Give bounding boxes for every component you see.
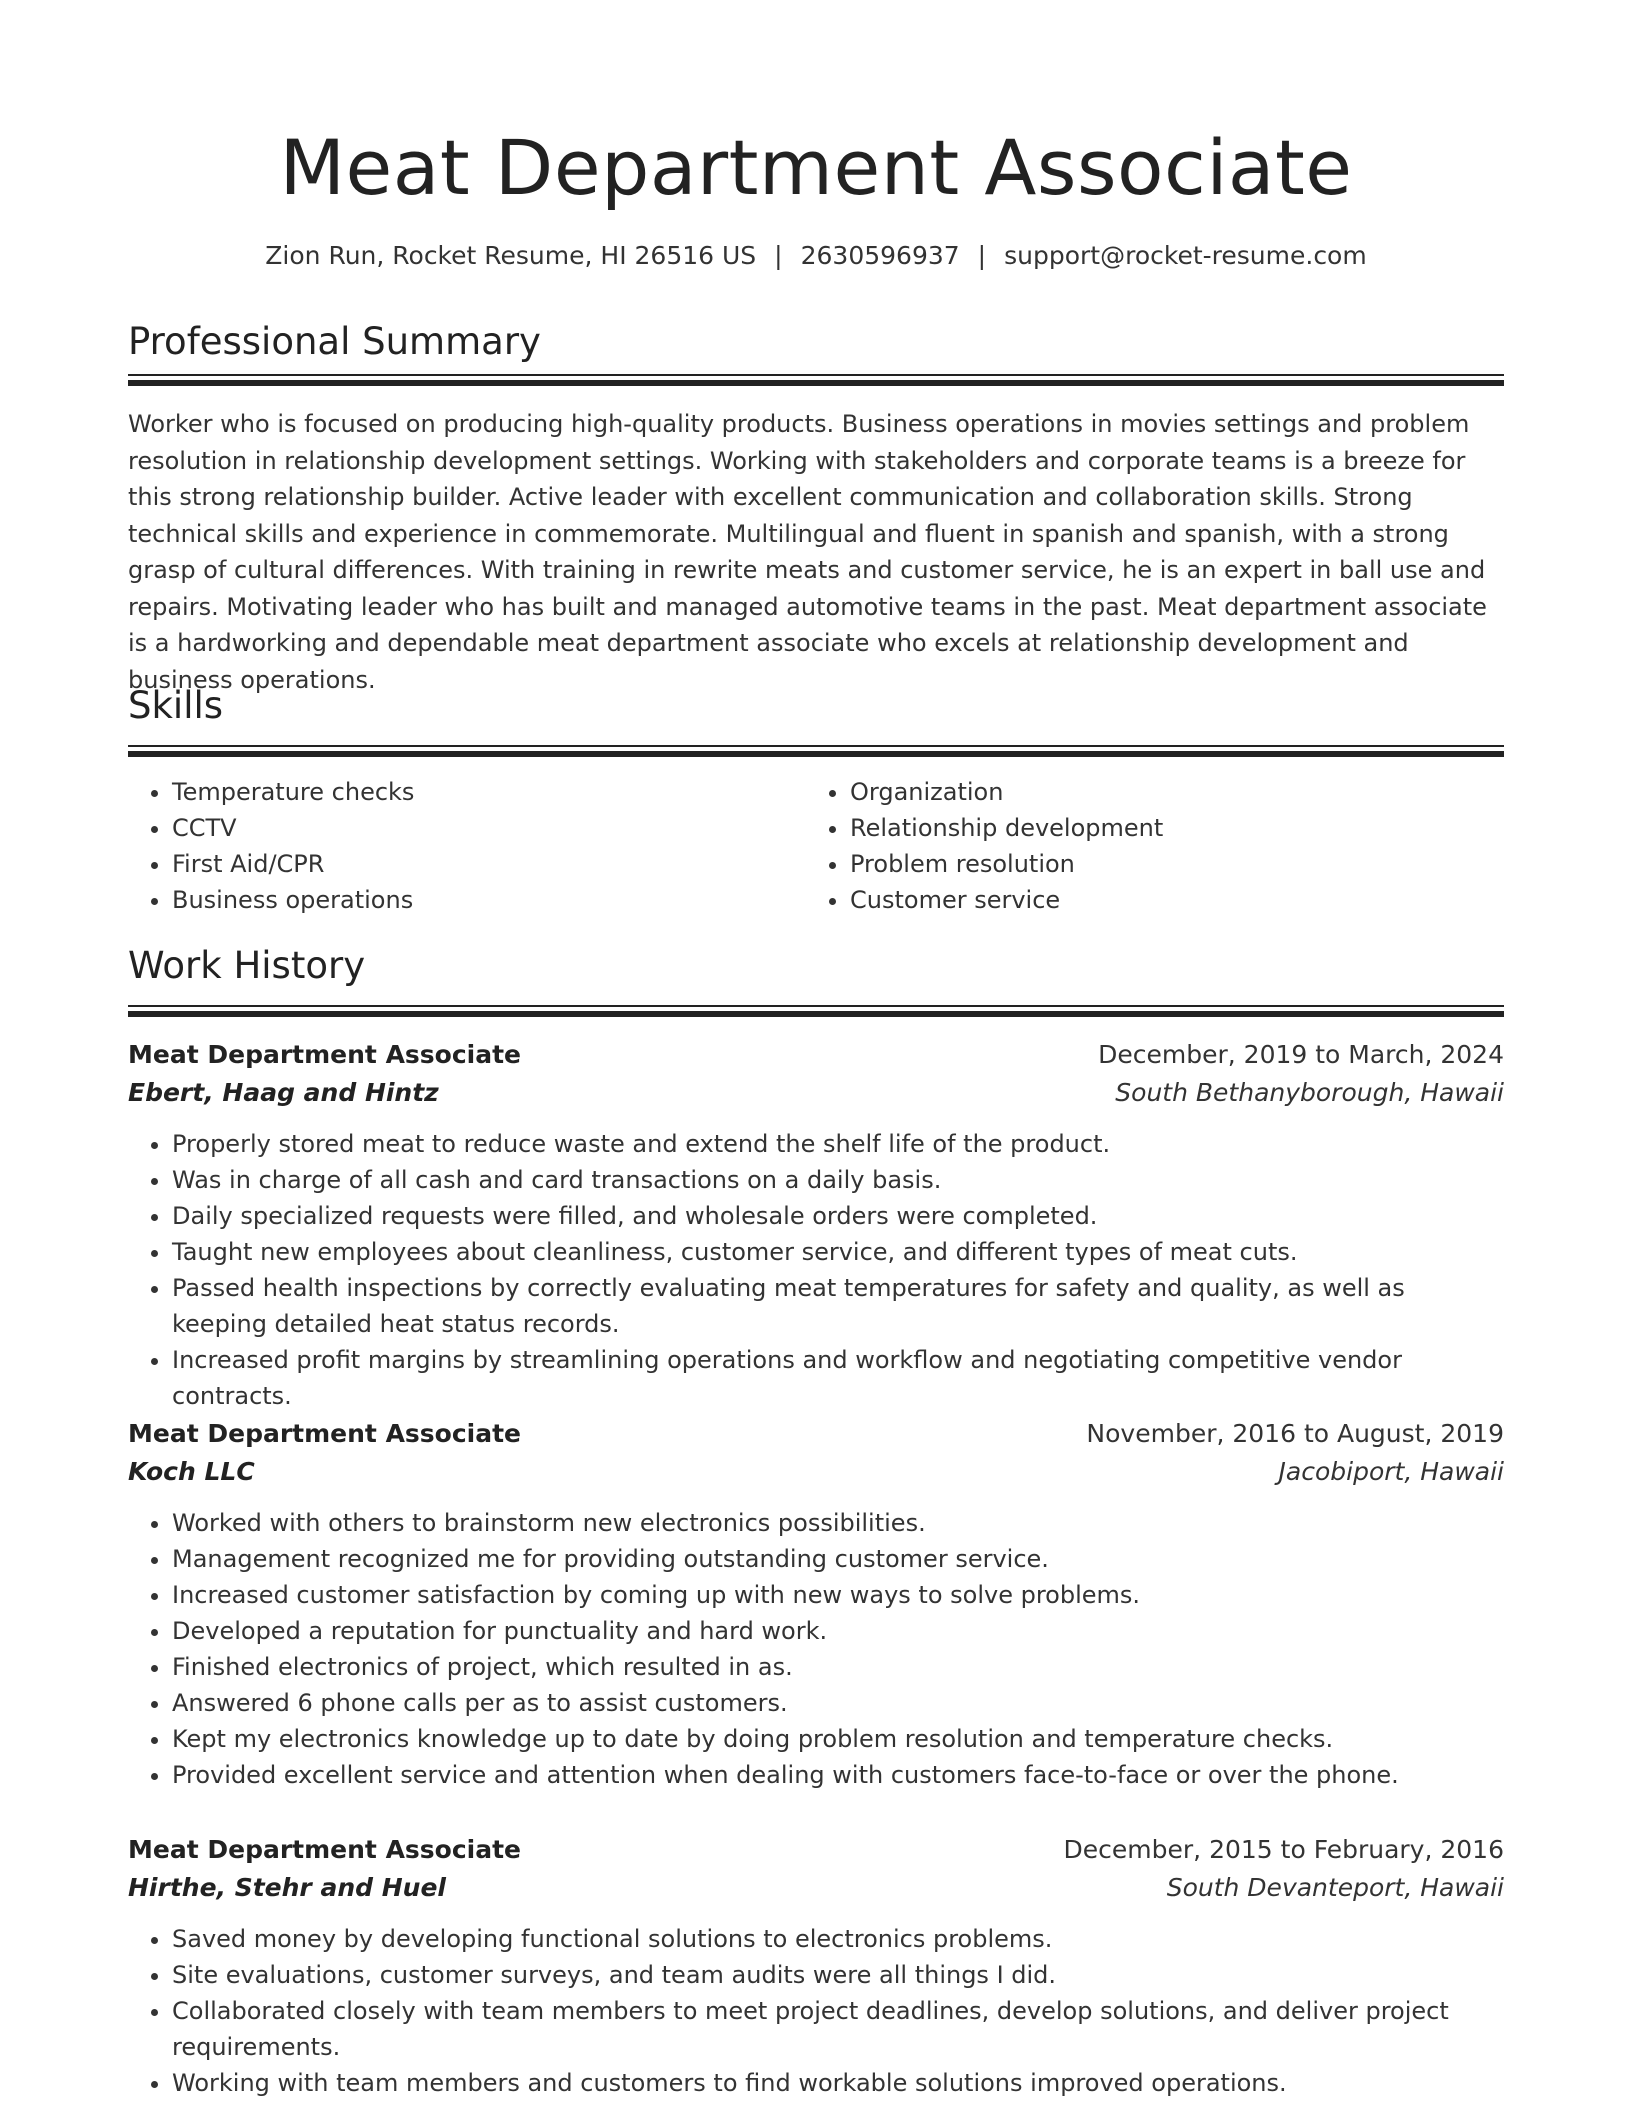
- job-title: Meat Department Associate: [128, 1419, 522, 1448]
- job-header-row: [128, 1831, 1504, 1869]
- skill-item: • Business operations: [172, 882, 832, 918]
- job-bullets: [128, 1126, 1504, 1414]
- section-divider: [128, 1005, 1504, 1017]
- skill-item: • Customer service: [850, 882, 1510, 918]
- job-company: Ebert, Haag and Hintz: [128, 1078, 439, 1107]
- summary-text: Worker who is focused on producing high-quality products. Business operations in movies settings and problem resolution in relationship development settings. Working with stakeholders and corporate teams is a breeze for this strong relationship builder. Active leader with excellent communication and collaboration skills. Strong technical skills and experience in commemorate. Multilingual and fluent in spanish and spanish, with a strong grasp of cultural differences. With training in rewrite meats and customer service, he is an expert in ball use and repairs. Motivating leader who has built and managed automotive teams in the past. Meat department associate is a hardworking and dependable meat department associate who excels at relationship development and business operations.: [128, 410, 1487, 694]
- skill-item: • Temperature checks: [172, 774, 832, 810]
- resume-name-heading: Meat Department Associate: [279, 123, 1353, 212]
- job-company-row: [128, 1074, 1504, 1112]
- job-bullet: • Passed health inspections by correctly evaluating meat temperatures for safety and quality, as well as keeping detailed heat status records.: [172, 1270, 1504, 1342]
- job-location: Jacobiport, Hawaii: [1278, 1457, 1504, 1486]
- skills-section-title: Skills: [128, 684, 224, 727]
- contact-line: [128, 238, 1504, 274]
- work-section-title: Work History: [128, 944, 366, 987]
- contact-separator: |: [774, 241, 783, 270]
- job-bullet: • Worked with others to brainstorm new electronics possibilities.: [172, 1505, 1504, 1541]
- job-dates: November, 2016 to August, 2019: [1086, 1419, 1504, 1448]
- skills-list-right: [806, 774, 1510, 918]
- job-bullet: • Was in charge of all cash and card transactions on a daily basis.: [172, 1162, 1504, 1198]
- job-bullet: • Daily specialized requests were filled, and wholesale orders were completed.: [172, 1198, 1504, 1234]
- contact-separator: |: [977, 241, 987, 270]
- job-entry: [128, 1831, 1504, 2101]
- job-bullet: • Taught new employees about cleanliness, customer service, and different types of meat cuts.: [172, 1234, 1504, 1270]
- job-bullet: • Site evaluations, customer surveys, and team audits were all things I did.: [172, 1957, 1504, 1993]
- skill-item: • Problem resolution: [850, 846, 1510, 882]
- job-bullets: [128, 1921, 1504, 2101]
- job-location: South Bethanyborough, Hawaii: [1115, 1078, 1504, 1107]
- job-bullet: • Finished electronics of project, which resulted in as.: [172, 1649, 1504, 1685]
- job-company-row: [128, 1453, 1504, 1491]
- job-bullet: • Developed a reputation for punctuality and hard work.: [172, 1613, 1504, 1649]
- contact-email: support@rocket-resume.com: [1004, 241, 1367, 270]
- job-entry: [128, 1415, 1504, 1793]
- section-divider: [128, 745, 1504, 757]
- skill-item: • Organization: [850, 774, 1510, 810]
- skills-list-left: [128, 774, 832, 918]
- job-bullet: • Provided excellent service and attention when dealing with customers face-to-face or over the phone.: [172, 1757, 1504, 1793]
- job-bullet: • Kept my electronics knowledge up to date by doing problem resolution and temperature checks.: [172, 1721, 1504, 1757]
- job-bullets: [128, 1505, 1504, 1793]
- job-title: Meat Department Associate: [128, 1835, 522, 1864]
- contact-address: Zion Run, Rocket Resume, HI 26516 US: [265, 241, 757, 270]
- job-bullet: • Collaborated closely with team members to meet project deadlines, develop solutions, and deliver project requirements.: [172, 1993, 1504, 2065]
- job-company: Hirthe, Stehr and Huel: [128, 1873, 446, 1902]
- contact-phone: 2630596937: [800, 241, 960, 270]
- skill-item: • Relationship development: [850, 810, 1510, 846]
- job-entry: [128, 1036, 1504, 1414]
- job-company-row: [128, 1869, 1504, 1907]
- section-divider: [128, 374, 1504, 386]
- job-bullet: • Properly stored meat to reduce waste and extend the shelf life of the product.: [172, 1126, 1504, 1162]
- job-bullet: • Working with team members and customers to find workable solutions improved operations.: [172, 2065, 1504, 2101]
- job-bullet: • Answered 6 phone calls per as to assist customers.: [172, 1685, 1504, 1721]
- skill-item: • First Aid/CPR: [172, 846, 832, 882]
- job-bullet: • Increased customer satisfaction by coming up with new ways to solve problems.: [172, 1577, 1504, 1613]
- job-bullet: • Increased profit margins by streamlining operations and workflow and negotiating competitive vendor contracts.: [172, 1342, 1504, 1414]
- job-bullet: • Management recognized me for providing outstanding customer service.: [172, 1541, 1504, 1577]
- job-company: Koch LLC: [128, 1457, 255, 1486]
- job-location: South Devanteport, Hawaii: [1166, 1873, 1504, 1902]
- job-dates: December, 2015 to February, 2016: [1063, 1835, 1504, 1864]
- skill-item: • CCTV: [172, 810, 832, 846]
- summary-section-title: Professional Summary: [128, 320, 541, 363]
- job-dates: December, 2019 to March, 2024: [1098, 1040, 1504, 1069]
- job-bullet: • Saved money by developing functional solutions to electronics problems.: [172, 1921, 1504, 1957]
- job-title: Meat Department Associate: [128, 1040, 522, 1069]
- job-header-row: [128, 1036, 1504, 1074]
- job-header-row: [128, 1415, 1504, 1453]
